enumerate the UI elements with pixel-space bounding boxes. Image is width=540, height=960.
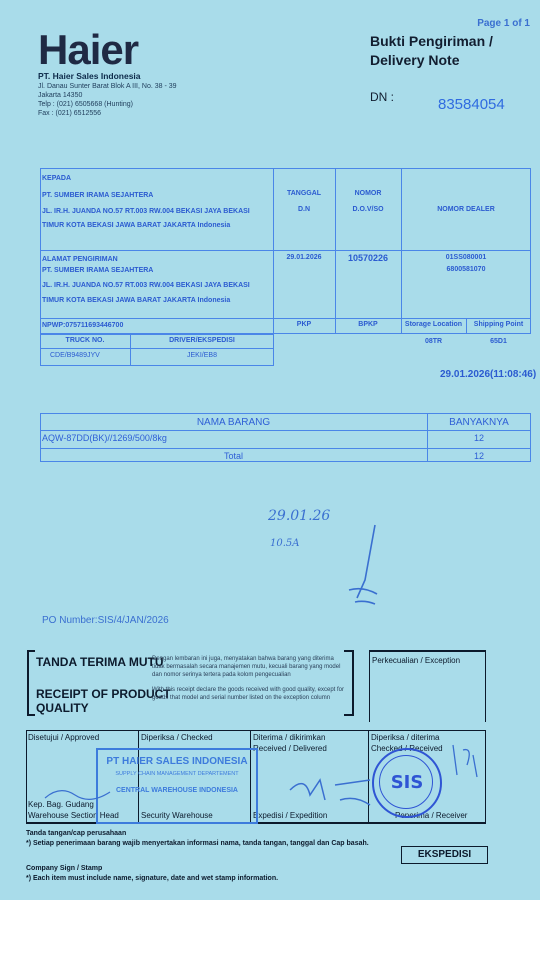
footer-note-1-title: Tanda tangan/cap perusahaan (26, 830, 127, 837)
company-name: PT. Haier Sales Indonesia (38, 71, 141, 81)
sig-foot-3: Expedisi / Expedition (253, 811, 328, 820)
customer-name: PT. SUMBER IRAMA SEJAHTERA (42, 192, 154, 199)
receipt-title-en-2: QUALITY (36, 701, 89, 715)
truck-number: CDE/B9489JYV (50, 352, 100, 359)
dn-number: 83584054 (438, 96, 505, 113)
total-label: Total (223, 451, 243, 461)
sig-received-delivered-1: Diterima / dikirimkan (253, 733, 326, 742)
receipt-title-id: TANDA TERIMA MUTU (36, 655, 164, 669)
driver-label: DRIVER/EKSPEDISI (169, 337, 235, 344)
document-title (370, 32, 493, 70)
nomor-sub: D.O.V/SO (352, 206, 384, 213)
item-name: AQW-87DD(BK)//1269/500/8kg (42, 433, 167, 443)
col-banyaknya: BANYAKNYA (449, 417, 509, 428)
ship-label: ALAMAT PENGIRIMAN (42, 256, 118, 263)
dealer-label: NOMOR DEALER (437, 206, 495, 213)
document-title-line-2: Delivery Note (370, 52, 460, 68)
receipt-title-en-1: RECEIPT OF PRODUCT (36, 687, 171, 701)
handwritten-date: 29.01.26 (268, 508, 331, 524)
shipping-point-value: 65D1 (490, 338, 507, 345)
sig-foot-2: Security Warehouse (141, 811, 213, 820)
footer-note-2-title: Company Sign / Stamp (26, 865, 103, 872)
round-stamp-center: SIS (390, 772, 424, 793)
footer-note-2: *) Each item must include name, signature, date and wet stamp information. (26, 875, 279, 882)
col-nama-barang: NAMA BARANG (196, 417, 271, 428)
shipping-point-label: Shipping Point (473, 321, 524, 328)
handwritten-time: 10.5A (270, 538, 300, 549)
nomor-label: NOMOR (354, 190, 382, 197)
ship-customer: PT. SUMBER IRAMA SEJAHTERA (42, 267, 154, 274)
sig-checked-label: Diperiksa / Checked (141, 733, 213, 742)
sig-checked-received-2: Checked / Received (371, 744, 443, 753)
receiver-signature (445, 735, 485, 785)
sig-foot-4: Penerima / Receiver (395, 811, 468, 820)
kepada-label: KEPADA (42, 175, 72, 182)
expedition-signature (280, 770, 380, 815)
receipt-text-en: With this receipt declare the goods received with good quality, except for goods that model and serial number listed on the exception column (152, 687, 344, 701)
company-address-1: Jl. Danau Sunter Barat Blok A III, No. 38 - 39 (38, 83, 177, 90)
warehouse-signature (40, 780, 120, 810)
tanggal-sub: D.N (297, 206, 311, 213)
storage-location-label: Storage Location (404, 321, 463, 328)
ekspedisi-label: EKSPEDISI (401, 846, 488, 864)
bpkp-label: BPKP (358, 321, 378, 328)
driver-name: JEKI/EB8 (187, 352, 217, 359)
sig-foot-1a: Kep. Bag. Gudang (28, 800, 94, 809)
po-number: PO Number:SIS/4/JAN/2026 (42, 615, 169, 626)
signature-mark (335, 520, 395, 610)
item-qty: 12 (473, 433, 484, 443)
company-address-2: Jakarta 14350 (38, 92, 83, 99)
pkp-label: PKP (296, 321, 312, 328)
total-qty: 12 (473, 451, 484, 461)
customer-address-2: TIMUR KOTA BEKASI JAWA BARAT JAKARTA Indonesia (42, 222, 231, 229)
warehouse-stamp-line-2: SUPPLY CHAIN MANAGEMENT DEPARTEMENT (115, 771, 239, 777)
sig-foot-1b: Warehouse Section Head (28, 811, 119, 820)
warehouse-stamp (96, 748, 258, 824)
haier-logo: Haier (38, 26, 139, 73)
ship-address-2: TIMUR KOTA BEKASI JAWA BARAT JAKARTA Indonesia (42, 297, 231, 304)
document-title-line-1: Bukti Pengiriman / (370, 33, 493, 49)
dealer-number-2: 6800581070 (446, 266, 486, 273)
company-telp: Telp : (021) 6505668 (Hunting) (38, 101, 133, 108)
company-fax: Fax : (021) 6512556 (38, 110, 102, 117)
sig-approved-label: Disetujui / Approved (28, 733, 100, 742)
npwp: NPWP:075711693446700 (42, 322, 124, 329)
sig-checked-received-1: Diperiksa / diterima (371, 733, 440, 742)
warehouse-stamp-line-1: PT HAIER SALES INDONESIA (106, 756, 248, 767)
page-number: Page 1 of 1 (477, 18, 530, 29)
receipt-text-id: Dengan lembaran ini juga, menyatakan bahwa barang yang diterima tidak bermasalah secara manajemen mutu, kecuali barang yang model dan nomor serinya tertera pada kolom pengecualian (152, 656, 341, 678)
footer-note-1: *) Setiap penerimaan barang wajib menyertakan informasi nama, tanda tangan, tanggal dan Cap basah. (26, 840, 369, 847)
print-timestamp: 29.01.2026(11:08:46) (440, 369, 537, 380)
order-number: 10570226 (347, 253, 389, 263)
exception-label: Perkecualian / Exception (372, 656, 461, 665)
customer-address-1: JL. IR.H. JUANDA NO.57 RT.003 RW.004 BEKASI JAYA BEKASI (42, 208, 250, 215)
warehouse-stamp-line-3: CENTRAL WAREHOUSE INDONESIA (116, 787, 238, 794)
storage-location-value: 08TR (424, 338, 443, 345)
delivery-date: 29.01.2026 (286, 254, 322, 261)
truck-label: TRUCK NO. (65, 337, 105, 344)
company-round-stamp (372, 748, 442, 818)
dn-label: DN : (370, 90, 394, 104)
dealer-number-1: 01SS080001 (445, 254, 487, 261)
ship-address-1: JL. IR.H. JUANDA NO.57 RT.003 RW.004 BEKASI JAYA BEKASI (42, 282, 250, 289)
tanggal-label: TANGGAL (286, 190, 322, 197)
sig-received-delivered-2: Received / Delivered (253, 744, 327, 753)
